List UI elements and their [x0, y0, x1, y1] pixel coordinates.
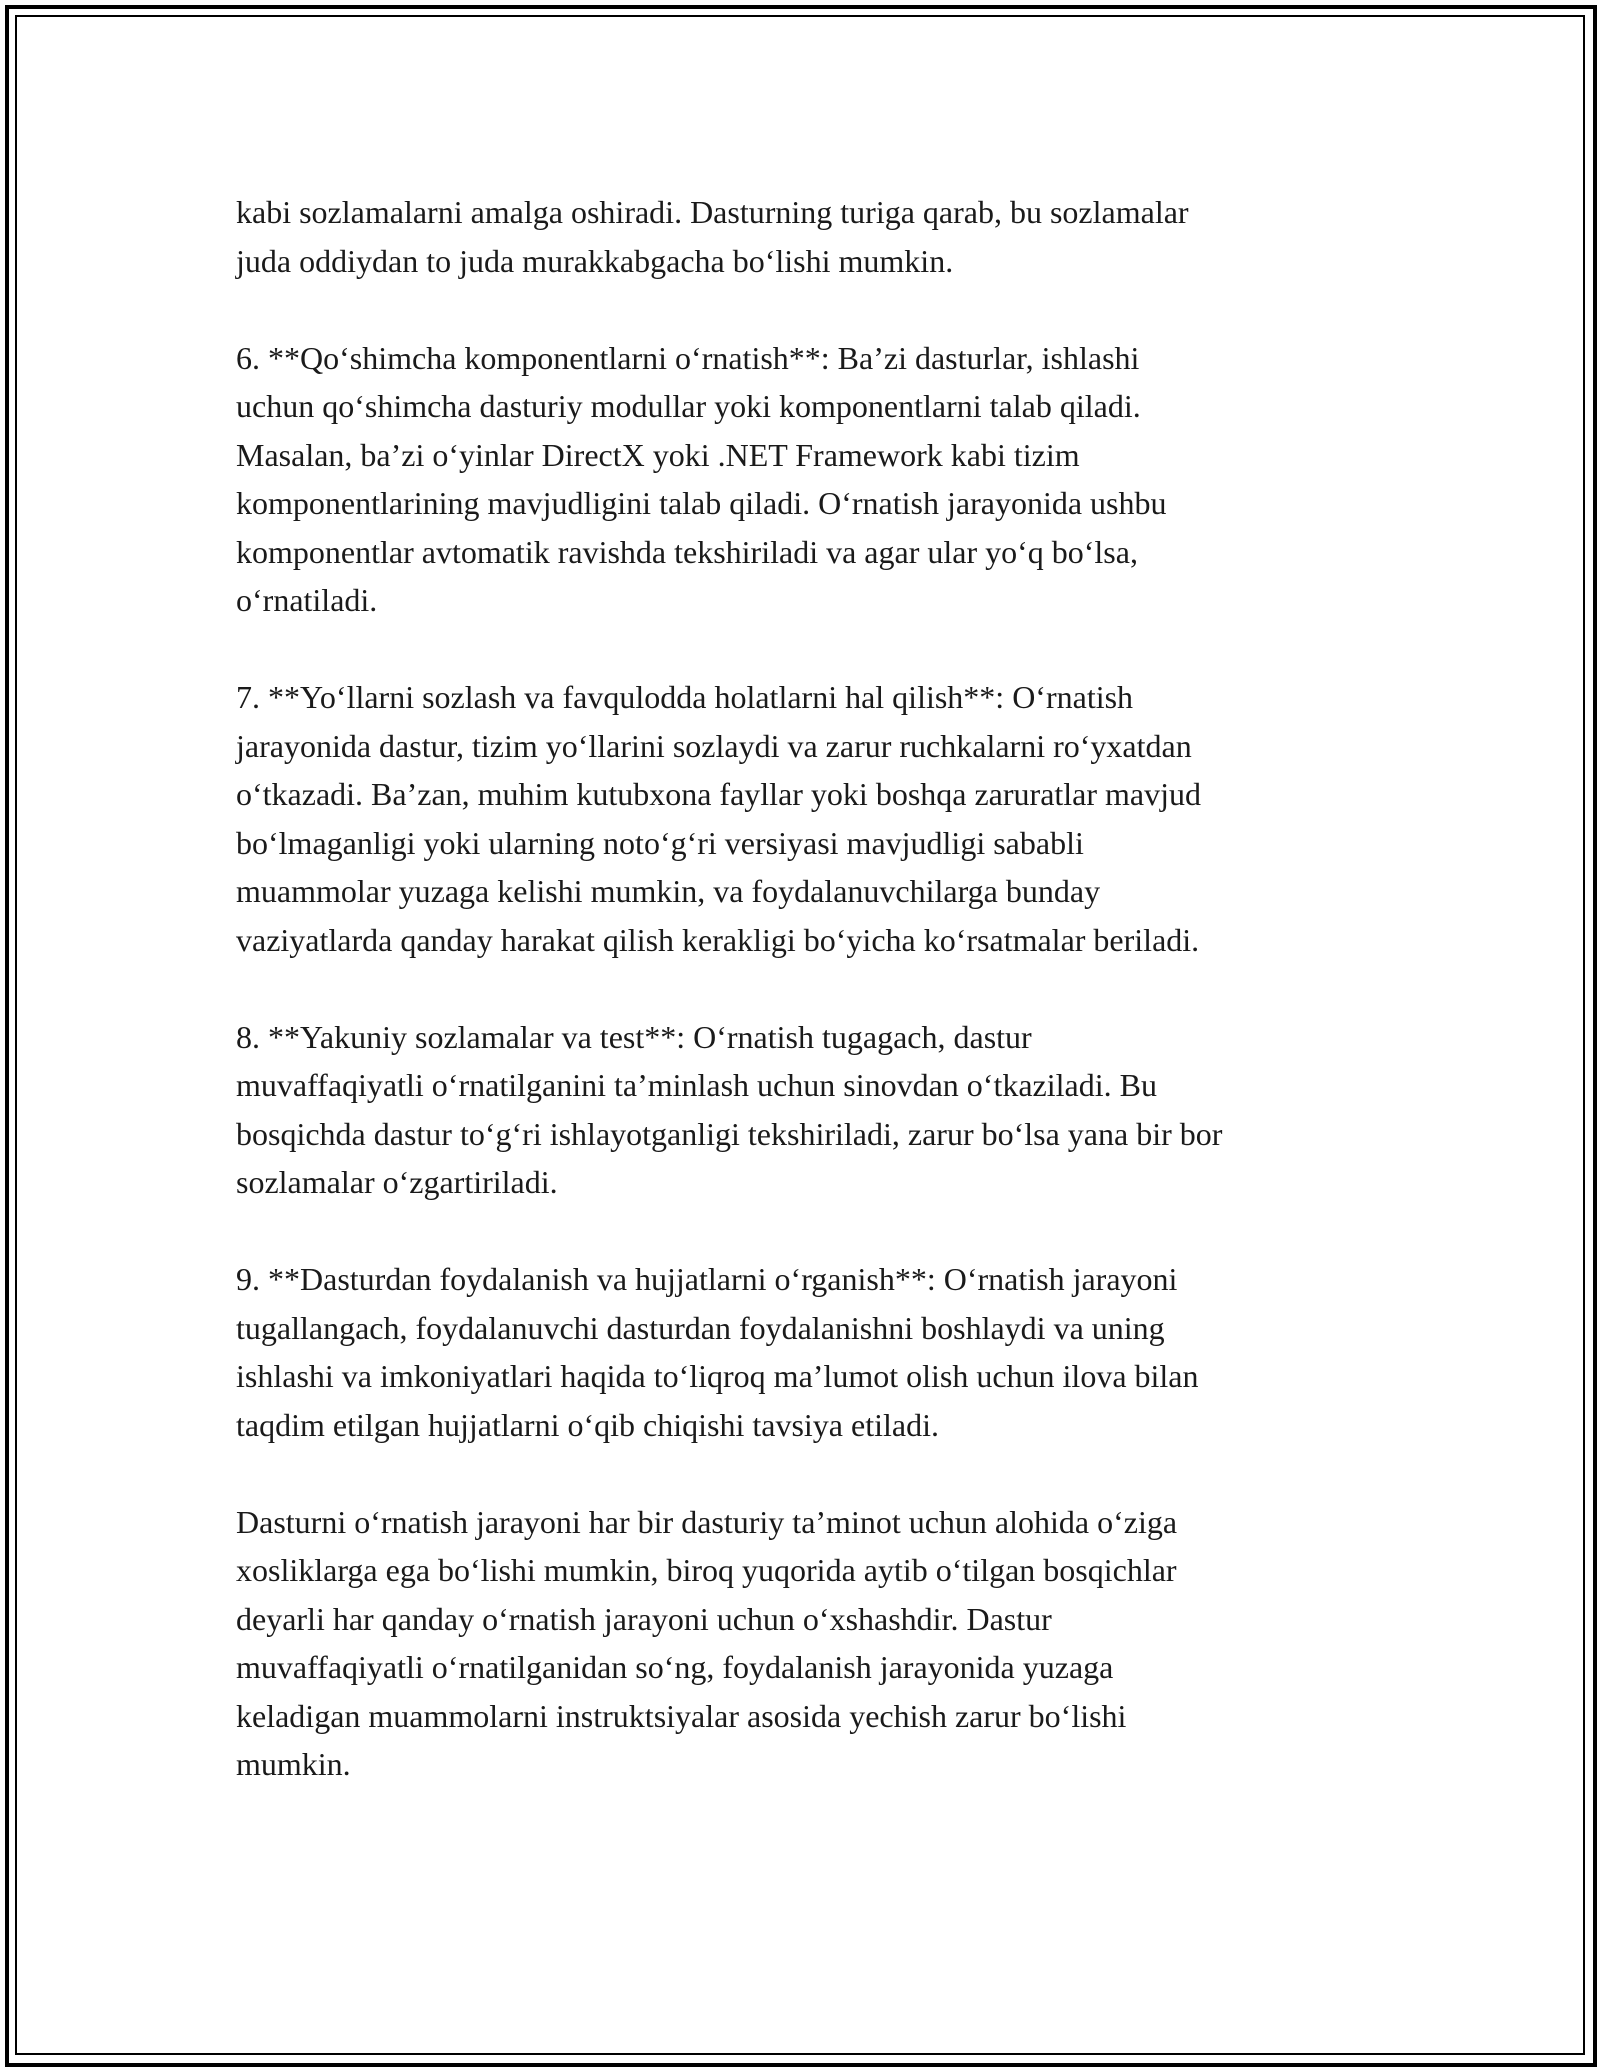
paragraph-step-6: 6. **Qo‘shimcha komponentlarni o‘rnatish**: Ba’zi dasturlar, ishlashi uchun qo‘shimcha dasturiy modullar yoki komponentlarni talab qiladi. Masalan, ba’zi o‘yinlar DirectX yoki .NET Framework kabi tizim komponentlarining mavjudligini talab qiladi. O‘rnatish jarayonida ushbu komponentlar avtomatik ravishda tekshiriladi va agar ular yo‘q bo‘lsa, o‘rnatiladi. [236, 339, 1167, 618]
paragraph-step-8: 8. **Yakuniy sozlamalar va test**: O‘rnatish tugagach, dastur muvaffaqiyatli o‘rnatilganini ta’minlash uchun sinovdan o‘tkaziladi. Bu bosqichda dastur to‘g‘ri ishlayotganligi tekshiriladi, zarur bo‘lsa yana bir bor sozlamalar o‘zgartiriladi. [236, 1018, 1223, 1200]
paragraph-step-9: 9. **Dasturdan foydalanish va hujjatlarni o‘rganish**: O‘rnatish jarayoni tugallangach, foydalanuvchi dasturdan foydalanishni boshlaydi va uning ishlashi va imkoniyatlari haqida to‘liqroq ma’lumot olish uchun ilova bilan taqdim etilgan hujjatlarni o‘qib chiqishi tavsiya etiladi. [236, 1261, 1199, 1443]
paragraph-step-7: 7. **Yo‘llarni sozlash va favqulodda holatlarni hal qilish**: O‘rnatish jarayonida dastur, tizim yo‘llarini sozlaydi va zarur ruchkalarni ro‘yxatdan o‘tkazadi. Ba’zan, muhim kutubxona fayllar yoki boshqa zaruratlar mavjud bo‘lmaganligi yoki ularning noto‘g‘ri versiyasi mavjudligi sababli muammolar yuzaga kelishi mumkin, va foydalanuvchilarga bunday vaziyatlarda qanday harakat qilish kerakligi bo‘yicha ko‘rsatmalar beriladi. [236, 679, 1202, 958]
paragraph-conclusion: Dasturni o‘rnatish jarayoni har bir dasturiy ta’minot uchun alohida o‘ziga xosliklarga ega bo‘lishi mumkin, biroq yuqorida aytib o‘tilgan bosqichlar deyarli har qanday o‘rnatish jarayoni uchun o‘xshashdir. Dastur muvaffaqiyatli o‘rnatilganidan so‘ng, foydalanish jarayonida yuzaga keladigan muammolarni instruktsiyalar asosida yechish zarur bo‘lishi mumkin. [236, 1503, 1178, 1782]
document-body [236, 188, 1396, 1789]
paragraph-continuation: kabi sozlamalarni amalga oshiradi. Dasturning turiga qarab, bu sozlamalar juda oddiydan to juda murakkabgacha bo‘lishi mumkin. [236, 194, 1189, 279]
